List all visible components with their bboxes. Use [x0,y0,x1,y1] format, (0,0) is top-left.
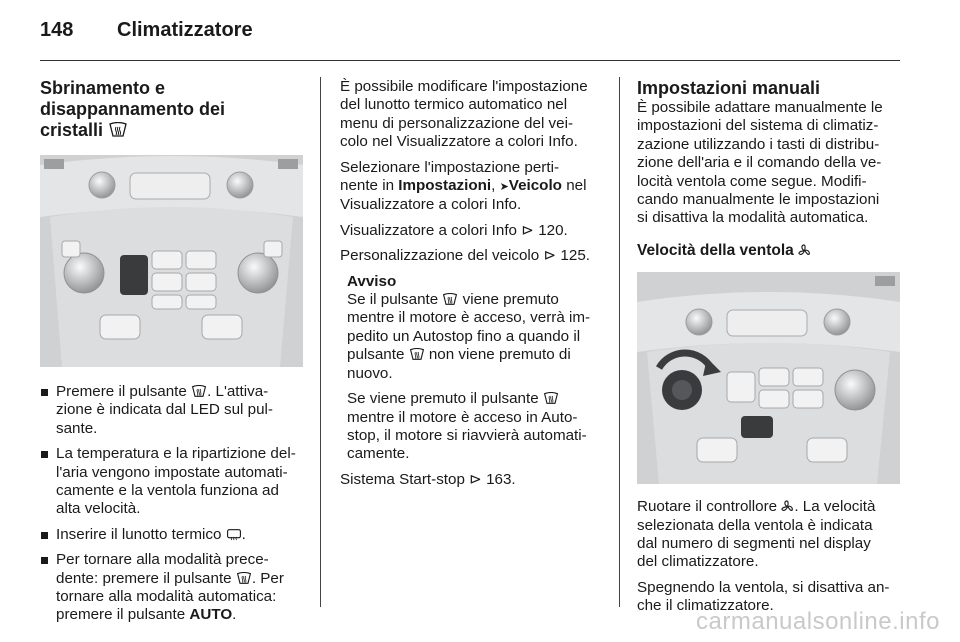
windshield-defrost-icon [543,392,559,405]
list-item: Per tornare alla modalità prece- dente: premere il pulsante . Per tornare alla modalità automatica: premere il pulsante AUTO. [40,551,310,625]
climate-panel-illustration [40,155,303,367]
paragraph: Se il pulsante viene premuto mentre il motore è acceso, verrà im- pedito un Autostop fino a quando il pulsante non viene premuto di nuovo. [347,291,591,382]
sub-title-fan-speed: Velocità della ventola [637,242,907,260]
paragraph: È possibile adattare manualmente le impostazioni del sistema di climatiz- zazione utilizzando i tasti di distribu- zione dell'aria e il comando della ve- locità ventola come segue. Modifi- cando manualmente le impostazioni si disattiva la modalità automatica. [637,99,883,227]
windshield-defrost-icon [236,572,252,585]
column-2 [340,78,610,496]
page-reference-arrow-icon: ⊳ [521,221,534,239]
title-line: cristalli [40,120,310,141]
list-item: Inserire il lunotto termico . [40,526,310,544]
header-rule [40,60,900,61]
column-1 [40,78,310,632]
note-title: Avviso [347,272,397,290]
paragraph: Ruotare il controllore . La velocità selezionata della ventola è indicata dal numero di segmenti nel display del climatizzatore. [637,498,876,571]
paragraph: Visualizzatore a colori Info ⊳ 120. [340,221,568,239]
paragraph: Spegnendo la ventola, si disattiva an- che il climatizzatore. [637,578,890,615]
column-divider-1 [320,77,321,607]
fan-icon [781,500,794,513]
title-line: disappannamento dei [40,99,226,119]
fan-icon [798,244,811,257]
chapter-title: Climatizzatore [117,19,253,41]
rear-window-heat-icon [226,528,242,541]
paragraph: Sistema Start-stop ⊳ 163. [340,470,516,488]
windshield-defrost-icon [409,348,425,361]
section-title-defrost [40,78,310,141]
fan-control-drawing [637,272,900,484]
windshield-defrost-icon [442,293,458,306]
section-title-manual: Impostazioni manuali [637,78,821,98]
paragraph: È possibile modificare l'impostazione del lunotto termico automatico nel menu di personalizzazione del vei- colo nel Visualizzatore a colori Info. [340,78,588,151]
page-number: 148 [40,19,74,41]
page-reference-arrow-icon: ⊳ [469,470,482,488]
paragraph: Se viene premuto il pulsante mentre il motore è acceso in Auto- stop, il motore si riavvierà automati- camente. [347,390,587,463]
windshield-defrost-icon [191,385,207,398]
instructions-list [40,383,310,625]
page-reference-arrow-icon: ⊳ [543,247,557,265]
paragraph: Personalizzazione del veicolo ⊳ 125. [340,247,590,265]
paragraph: Selezionare l'impostazione perti- nente in Impostazioni, ➤Veicolo nel Visualizzatore a colori Info. [340,158,587,214]
windshield-defrost-icon [108,122,128,138]
note-box [340,273,610,464]
list-item: La temperatura e la ripartizione del- l'aria vengono impostate automati- camente e la ventola funziona ad alta velocità. [40,445,310,519]
fan-control-illustration [637,272,900,484]
title-line: Sbrinamento e [40,78,166,98]
menu-arrow-icon: ➤ [499,181,509,194]
list-item: Premere il pulsante . L'attiva- zione è indicata dal LED sul pul- sante. [40,383,310,438]
column-3 [637,78,907,623]
column-divider-2 [619,77,620,607]
climate-panel-drawing [40,155,303,367]
watermark: carmanualsonline.info [696,608,940,635]
